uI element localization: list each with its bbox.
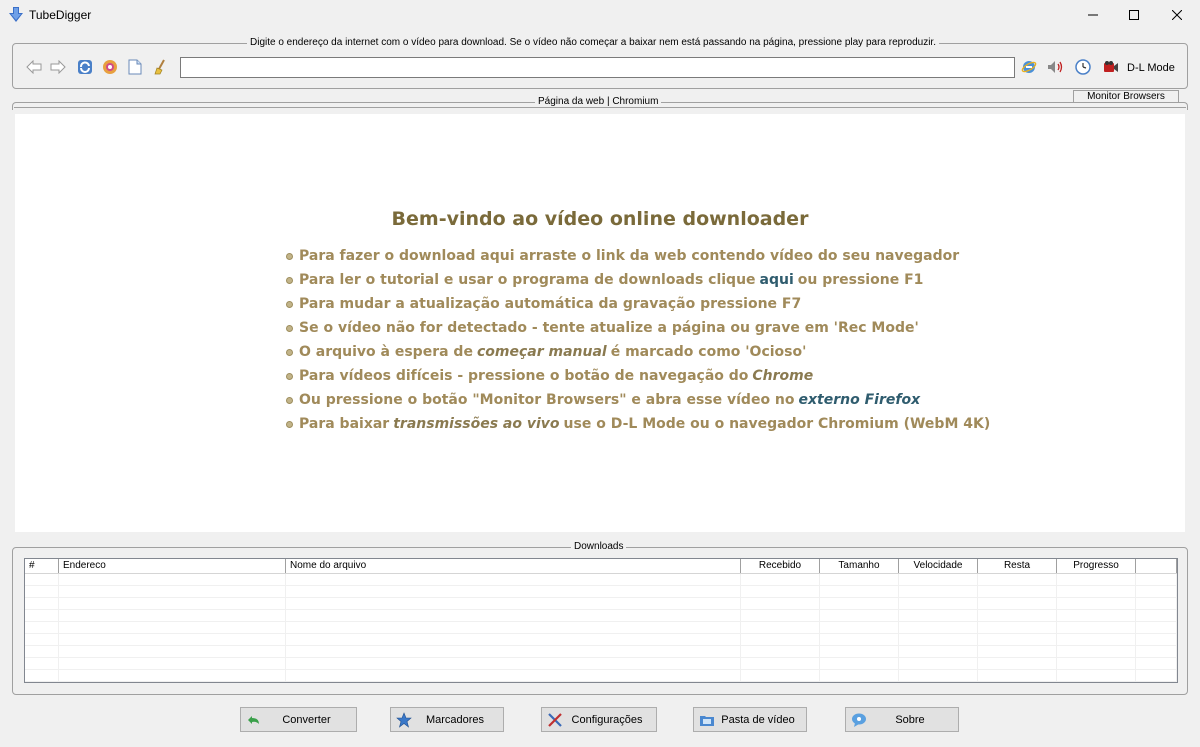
tip-text: Para baixar [299,416,390,432]
table-cell [741,610,820,621]
audio-icon[interactable] [1047,58,1065,76]
table-row [25,598,1177,610]
tip-item [286,244,990,268]
table-cell [25,586,59,597]
col-speed[interactable]: Velocidade [899,559,978,573]
tip-text: é marcado como 'Ocioso' [610,344,807,360]
col-address[interactable]: Endereco [59,559,286,573]
star-icon [396,712,412,728]
table-cell [741,598,820,609]
timer-icon[interactable] [1074,58,1092,76]
tip-item [286,364,990,388]
tools-icon [547,712,563,728]
tip-text: ou pressione F1 [797,272,924,288]
forward-icon[interactable] [49,58,67,76]
title-bar [0,0,1200,30]
table-row [25,646,1177,658]
table-cell [25,610,59,621]
tip-item [286,316,990,340]
table-cell [59,598,286,609]
web-page-divider [14,107,1186,109]
table-cell [741,574,820,585]
pasta-video-button[interactable] [693,707,807,732]
tip-item [286,268,990,292]
table-cell [25,634,59,645]
table-cell [978,670,1057,681]
tip-text: Para ler o tutorial e usar o programa de downloads clique [299,272,756,288]
table-cell [59,634,286,645]
bullet-icon [286,397,293,404]
tip-text: Ou pressione o botão "Monitor Browsers" e abra esse vídeo no [299,392,795,408]
table-cell [25,646,59,657]
table-cell [1136,646,1177,657]
table-cell [820,634,899,645]
pasta-video-label: Pasta de vídeo [721,713,795,726]
table-cell [1057,622,1136,633]
close-icon[interactable] [1154,0,1200,30]
table-cell [899,622,978,633]
table-cell [59,670,286,681]
table-cell [286,658,741,669]
sobre-button[interactable] [845,707,959,732]
table-row [25,634,1177,646]
tip-item [286,340,990,364]
table-cell [1057,610,1136,621]
table-cell [899,574,978,585]
url-group-legend: Digite o endereço da internet com o vídeo para download. Se o vídeo não começar a baixar nem está passando na página, pressione play para reproduzir. [247,37,939,49]
table-cell [59,622,286,633]
refresh-icon[interactable] [76,58,94,76]
marcadores-label: Marcadores [425,713,485,726]
web-page-legend: Página da web | Chromium [535,96,661,108]
table-cell [1136,610,1177,621]
table-cell [899,586,978,597]
table-cell [899,610,978,621]
bullet-icon [286,301,293,308]
table-cell [820,646,899,657]
table-row [25,610,1177,622]
tutorial-link[interactable]: aqui [759,272,794,288]
table-cell [1136,622,1177,633]
table-cell [1057,658,1136,669]
table-cell [59,658,286,669]
video-folder-icon [699,712,715,728]
tip-emphasis: transmissões ao vivo [393,416,560,432]
tip-text: Para mudar a atualização automática da gravação pressione F7 [299,296,802,312]
table-cell [899,598,978,609]
table-row [25,658,1177,670]
table-cell [286,634,741,645]
tip-emphasis: Chrome [752,368,814,384]
table-cell [286,598,741,609]
table-cell [820,622,899,633]
home-icon[interactable] [101,58,119,76]
table-cell [899,658,978,669]
downloads-legend: Downloads [571,541,626,553]
table-cell [25,658,59,669]
converter-label: Converter [282,713,331,726]
tip-text: use o D-L Mode ou o navegador Chromium (WebM 4K) [563,416,991,432]
table-cell [741,586,820,597]
url-group [12,37,1188,89]
table-cell [1136,598,1177,609]
tip-item [286,412,990,436]
table-cell [59,646,286,657]
table-cell [978,574,1057,585]
table-cell [741,622,820,633]
info-bubble-icon [851,712,867,728]
dl-mode-label[interactable]: D-L Mode [1127,62,1175,74]
configuracoes-button[interactable] [541,707,657,732]
table-cell [1057,586,1136,597]
table-cell [978,586,1057,597]
ie-icon[interactable] [1020,58,1038,76]
tip-item [286,292,990,316]
table-cell [899,670,978,681]
marcadores-button[interactable] [390,707,504,732]
tip-item [286,388,990,412]
bullet-icon [286,253,293,260]
col-filename[interactable]: Nome do arquivo [286,559,741,573]
window-title: TubeDigger [29,8,92,22]
col-remaining[interactable]: Resta [978,559,1057,573]
downloads-header [25,559,1177,574]
tip-text: Se o vídeo não for detectado - tente atualize a página ou grave em 'Rec Mode' [299,320,919,336]
clear-icon[interactable] [151,58,169,76]
table-cell [820,610,899,621]
downloads-table[interactable] [24,558,1178,683]
table-cell [1136,670,1177,681]
table-cell [820,670,899,681]
back-icon[interactable] [25,58,43,76]
tip-emphasis: começar manual [476,344,607,360]
table-cell [25,598,59,609]
col-index[interactable]: # [25,559,59,573]
col-size[interactable]: Tamanho [820,559,899,573]
browser-content[interactable] [15,114,1185,532]
table-cell [1057,574,1136,585]
col-received[interactable]: Recebido [741,559,820,573]
page-icon[interactable] [126,58,144,76]
table-cell [1057,670,1136,681]
bullet-icon [286,373,293,380]
table-cell [820,598,899,609]
table-cell [820,658,899,669]
table-row [25,574,1177,586]
table-cell [741,658,820,669]
table-cell [741,670,820,681]
table-cell [286,610,741,621]
tip-text: Para vídeos difíceis - pressione o botão de navegação do [299,368,749,384]
table-cell [1136,586,1177,597]
table-cell [286,646,741,657]
app-logo-icon [9,7,23,22]
table-cell [820,586,899,597]
bullet-icon [286,349,293,356]
bullet-icon [286,325,293,332]
url-input[interactable] [180,57,1015,78]
welcome-title: Bem-vindo ao vídeo online downloader [391,208,809,230]
downloads-group [12,541,1188,695]
bullet-icon [286,277,293,284]
table-cell [59,586,286,597]
tip-text: O arquivo à espera de [299,344,473,360]
table-cell [286,622,741,633]
table-cell [1136,574,1177,585]
table-cell [1057,634,1136,645]
table-cell [899,634,978,645]
table-cell [978,658,1057,669]
sobre-label: Sobre [895,713,925,726]
table-cell [899,646,978,657]
table-cell [978,646,1057,657]
configuracoes-label: Configurações [571,713,643,726]
table-cell [978,610,1057,621]
table-cell [1136,658,1177,669]
table-cell [1057,646,1136,657]
table-cell [978,634,1057,645]
table-cell [286,574,741,585]
table-cell [25,622,59,633]
converter-button[interactable] [240,707,357,732]
table-cell [978,598,1057,609]
minimize-icon[interactable] [1070,0,1116,30]
firefox-link[interactable]: externo Firefox [798,392,921,408]
col-filler [1136,559,1177,573]
monitor-browsers-button[interactable]: Monitor Browsers [1073,90,1179,103]
table-cell [1057,598,1136,609]
undo-arrow-icon [246,712,262,728]
table-cell [25,574,59,585]
table-cell [1136,634,1177,645]
tip-text: Para fazer o download aqui arraste o link da web contendo vídeo do seu navegador [299,248,960,264]
record-icon[interactable] [1102,58,1120,76]
tips-list [286,244,990,436]
table-row [25,586,1177,598]
table-cell [978,622,1057,633]
table-row [25,670,1177,682]
col-progress[interactable]: Progresso [1057,559,1136,573]
table-cell [820,574,899,585]
bullet-icon [286,421,293,428]
table-row [25,622,1177,634]
table-cell [741,646,820,657]
table-cell [59,574,286,585]
table-cell [741,634,820,645]
maximize-icon[interactable] [1111,0,1157,30]
table-cell [59,610,286,621]
downloads-body [25,574,1177,682]
table-cell [25,670,59,681]
table-cell [286,586,741,597]
table-cell [286,670,741,681]
